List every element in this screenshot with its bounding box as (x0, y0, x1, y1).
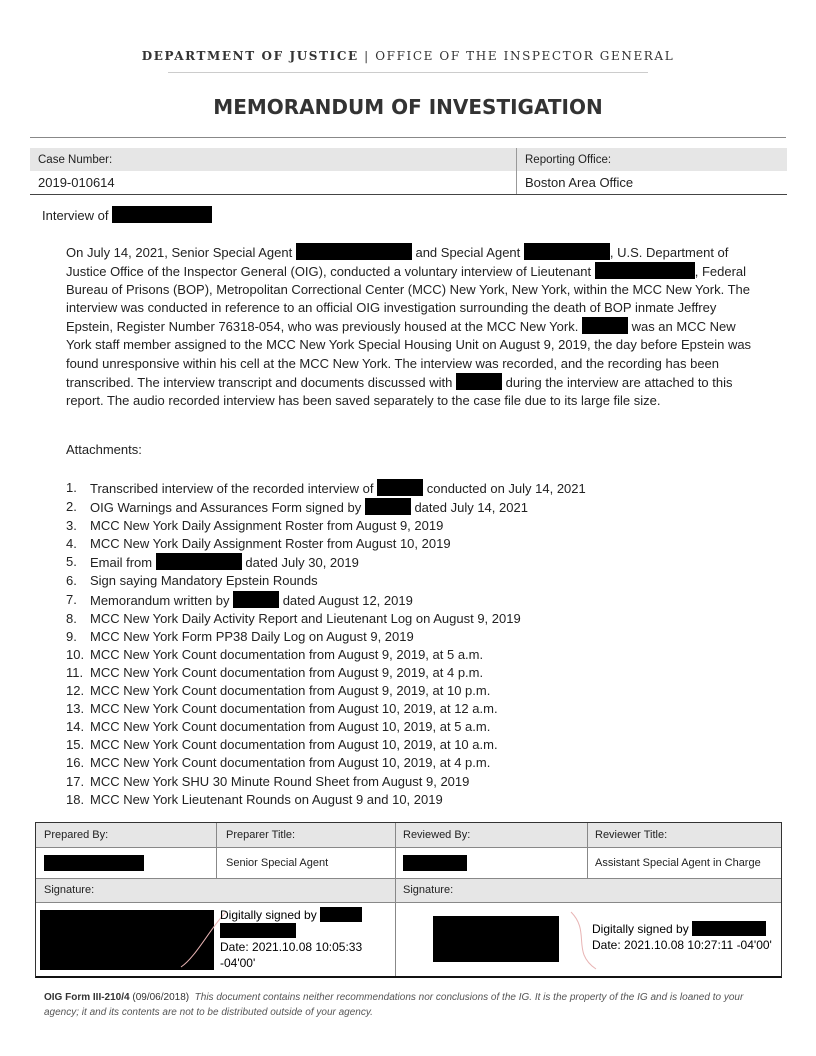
body-text-4: , Federal Bureau of Prisons (BOP), Metropolitan Correctional Center (MCC) New York, New York, within the MCC New York. The interview was conducted in reference to an official OIG investigation surrounding the death of BOP inmate Jeffrey Epstein, Register Number 76318-054, who was previously housed at the MCC New York. (66, 264, 750, 335)
header-separator: | (364, 49, 370, 63)
attachment-number: 1. (66, 480, 77, 495)
redaction-box (365, 498, 411, 515)
attachment-text: MCC New York Count documentation from August 9, 2019, at 5 a.m. (90, 646, 484, 662)
redaction-box (44, 855, 144, 871)
attachment-number: 14. (66, 719, 85, 735)
redaction-box (112, 206, 212, 223)
preparer-title-label: Preparer Title: (226, 829, 296, 841)
attachment-text: MCC New York Form PP38 Daily Log on August 9, 2019 (90, 628, 414, 644)
attachment-item (66, 517, 586, 535)
reviewer-sign-date: Date: 2021.10.08 10:27:11 -04'00' (592, 938, 772, 952)
attachment-number: 16. (66, 755, 85, 771)
attachment-number: 4. (66, 536, 77, 552)
attachment-text: MCC New York SHU 30 Minute Round Sheet from August 9, 2019 (90, 773, 470, 789)
redaction-box (320, 907, 362, 922)
attachment-text: Sign saying Mandatory Epstein Rounds (90, 573, 318, 589)
attachment-number: 5. (66, 554, 77, 570)
attachment-number: 15. (66, 737, 85, 753)
attachment-item (66, 628, 586, 646)
attachment-item (66, 535, 586, 553)
attachment-text-suffix: dated July 30, 2019 (245, 555, 359, 571)
narrative-paragraph (66, 243, 754, 410)
attachment-item (66, 646, 586, 664)
reporting-office-value: Boston Area Office (517, 171, 788, 195)
signature-block (35, 822, 782, 978)
preparer-sign-tz: -04'00' (220, 956, 256, 970)
form-date: (09/06/2018) (132, 992, 190, 1003)
agency-header (0, 49, 816, 63)
preparer-signature-label: Signature: (44, 884, 95, 896)
redaction-box (692, 921, 766, 936)
attachment-item (66, 591, 586, 610)
reviewer-signature-label: Signature: (403, 884, 454, 896)
attachment-number: 11. (66, 664, 84, 680)
prepared-by-label: Prepared By: (44, 829, 109, 841)
attachment-text: MCC New York Count documentation from August 10, 2019, at 10 a.m. (90, 737, 498, 753)
attachment-text-suffix: conducted on July 14, 2021 (426, 481, 586, 496)
redaction-box (403, 855, 467, 871)
attachment-number: 2. (66, 499, 77, 515)
reporting-office-label: Reporting Office: (517, 148, 788, 171)
body-text-6: during the interview are attached to this report. The audio recorded interview has been saved separately to the case file due to its large file size. (66, 374, 733, 408)
attachment-item (66, 553, 586, 572)
attachment-text: Transcribed interview of the recorded interview of (90, 481, 374, 496)
attachment-text: MCC New York Count documentation from August 10, 2019, at 12 a.m. (90, 701, 498, 717)
preparer-sign-date: Date: 2021.10.08 10:05:33 (220, 940, 363, 954)
attachment-item (66, 572, 586, 590)
attachment-item (66, 479, 586, 498)
attachment-item (66, 718, 586, 736)
title-rule (30, 137, 786, 138)
redaction-box (595, 262, 695, 279)
body-text-2: and Special Agent (415, 245, 521, 260)
interview-of-line (42, 206, 212, 223)
attachment-item (66, 498, 586, 517)
attachment-item (66, 682, 586, 700)
form-id: OIG Form III-210/4 (44, 992, 130, 1003)
attachment-item (66, 791, 586, 809)
attachment-number: 13. (66, 701, 85, 717)
document-title: MEMORANDUM OF INVESTIGATION (213, 95, 603, 119)
body-text-1: On July 14, 2021, Senior Special Agent (66, 245, 293, 260)
attachment-text: MCC New York Daily Activity Report and Lieutenant Log on August 9, 2019 (90, 610, 521, 626)
attachment-text: MCC New York Count documentation from August 9, 2019, at 10 p.m. (90, 683, 491, 699)
case-number-label: Case Number: (30, 148, 517, 171)
office-name: OFFICE OF THE INSPECTOR GENERAL (375, 49, 675, 63)
attachments-list (66, 479, 586, 809)
redaction-box (156, 553, 242, 570)
redaction-box (296, 243, 412, 260)
attachment-text: MCC New York Daily Assignment Roster from August 10, 2019 (90, 536, 451, 552)
redaction-box (220, 923, 296, 938)
attachment-text: MCC New York Count documentation from August 9, 2019, at 4 p.m. (90, 664, 484, 680)
reviewer-title-label: Reviewer Title: (595, 829, 668, 841)
attachment-text: OIG Warnings and Assurances Form signed by (90, 500, 362, 516)
attachment-number: 6. (66, 573, 77, 589)
attachment-number: 18. (66, 791, 85, 807)
redaction-box (433, 916, 559, 962)
header-rule (168, 72, 648, 73)
attachment-number: 8. (66, 610, 77, 626)
case-number-value: 2019-010614 (30, 171, 517, 195)
attachment-number: 17. (66, 773, 85, 789)
attachment-number: 10. (66, 646, 85, 662)
attachment-item (66, 664, 586, 682)
digitally-signed-text: Digitally signed by (592, 922, 689, 936)
redaction-box (377, 479, 423, 496)
attachment-item (66, 754, 586, 772)
attachment-number: 12. (66, 683, 85, 699)
attachment-text: Memorandum written by (90, 592, 230, 608)
digitally-signed-text: Digitally signed by (220, 908, 317, 922)
agency-name: DEPARTMENT OF JUSTICE (141, 49, 359, 63)
body-text-3: , U.S. Department of Justice Office of the Inspector General (OIG), conducted a voluntary interview of Lieutenant (66, 245, 729, 280)
case-info-table (30, 148, 787, 195)
attachment-number: 9. (66, 628, 77, 644)
form-footer (44, 990, 774, 1020)
attachment-number: 7. (66, 591, 77, 607)
attachment-number: 3. (66, 518, 77, 534)
redaction-box (582, 317, 628, 334)
attachment-text: MCC New York Lieutenant Rounds on August 9 and 10, 2019 (90, 791, 443, 807)
attachment-text: MCC New York Count documentation from August 10, 2019, at 5 a.m. (90, 719, 491, 735)
interview-of-label: Interview of (42, 208, 109, 223)
reviewer-title: Assistant Special Agent in Charge (595, 857, 761, 869)
attachment-text: MCC New York Count documentation from August 10, 2019, at 4 p.m. (90, 755, 491, 771)
redaction-box (456, 373, 502, 390)
attachment-item (66, 773, 586, 791)
redaction-box (233, 591, 279, 608)
redaction-box (524, 243, 610, 260)
attachment-text-suffix: dated July 14, 2021 (414, 500, 528, 516)
body-text-5: was an MCC New York staff member assigned to the MCC New York Special Housing Unit on August 9, 2019, the day before Epstein was found unresponsive within his cell at the MCC New York. The interview was recorded, and the recording has been transcribed. The interview transcript and documents discussed with (66, 319, 752, 390)
attachment-text-suffix: dated August 12, 2019 (282, 592, 413, 608)
reviewer-digital-signature (592, 921, 772, 953)
preparer-title: Senior Special Agent (226, 857, 329, 869)
attachment-text: MCC New York Daily Assignment Roster from August 9, 2019 (90, 518, 444, 534)
reviewed-by-label: Reviewed By: (403, 829, 471, 841)
preparer-digital-signature (220, 907, 362, 971)
footer-disclaimer: This document contains neither recommendations nor conclusions of the IG. It is the property of the IG and is loaned to your agency; it and its contents are not to be distributed outside of your agency. (44, 992, 744, 1018)
attachment-item (66, 736, 586, 754)
attachment-text: Email from (90, 555, 153, 571)
attachments-heading: Attachments: (66, 442, 142, 457)
attachment-item (66, 700, 586, 718)
attachment-item (66, 610, 586, 628)
